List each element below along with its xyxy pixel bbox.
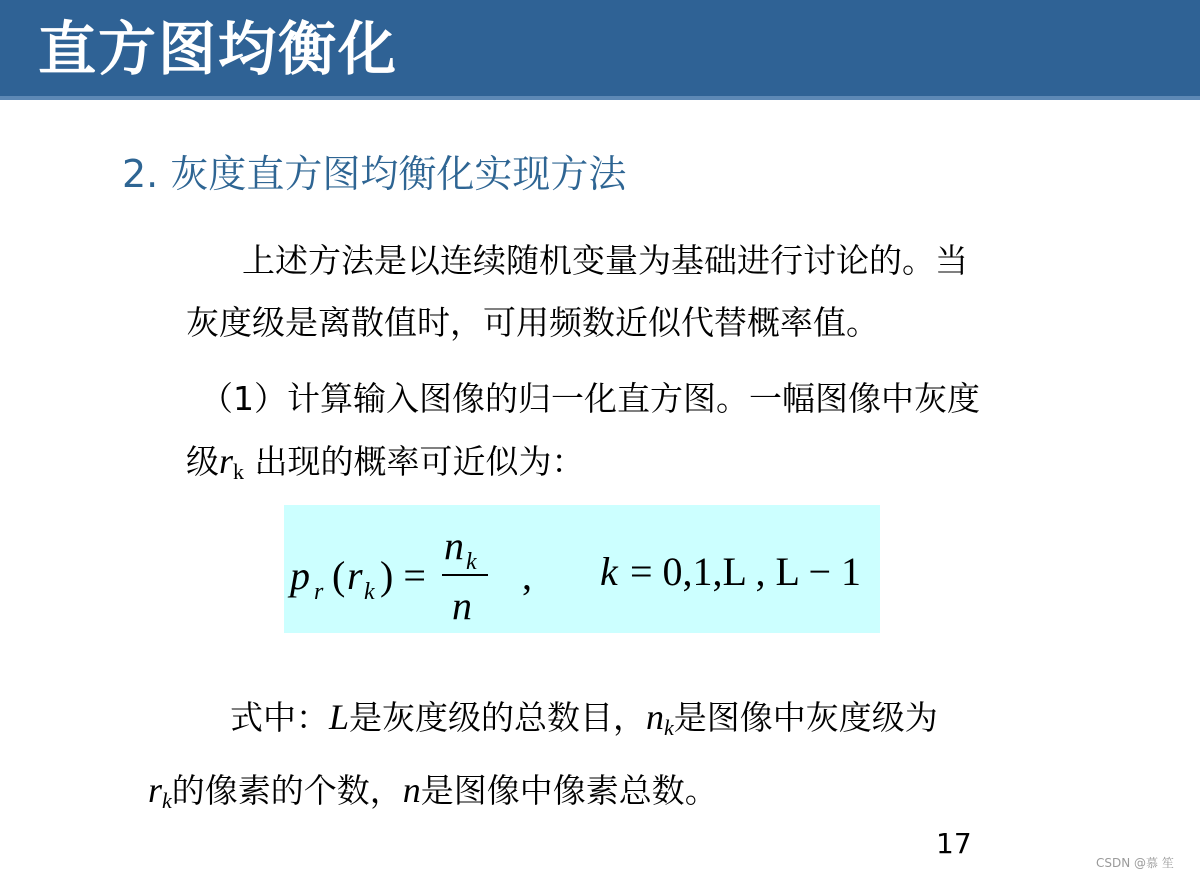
paragraph-legend-line1 bbox=[148, 686, 1108, 759]
var-r-symbol-2: r bbox=[148, 770, 163, 810]
page-number: 17 bbox=[936, 827, 972, 860]
var-r bbox=[219, 441, 245, 484]
legend-text1: 是灰度级的总数目， bbox=[349, 698, 647, 737]
formula-lparen: ( bbox=[332, 553, 346, 598]
paragraph-intro-line2: 灰度级是离散值时，可用频数近似代替概率值。 bbox=[186, 303, 879, 342]
var-n: n bbox=[402, 770, 421, 810]
section-heading: 2. 灰度直方图均衡化实现方法 bbox=[122, 152, 627, 196]
formula-denominator: n bbox=[452, 583, 472, 628]
paragraph-step1 bbox=[186, 368, 1146, 503]
formula-p-sub: r bbox=[314, 579, 324, 605]
var-n-subscript: k bbox=[664, 715, 674, 740]
formula-numerator-sub: k bbox=[466, 549, 477, 575]
slide-title: 直方图均衡化 bbox=[38, 15, 399, 83]
var-r-subscript: k bbox=[233, 459, 245, 484]
text-prefix: 级 bbox=[186, 442, 219, 481]
text-suffix: 出现的概率可近似为： bbox=[244, 442, 585, 481]
paragraph-intro bbox=[186, 230, 1146, 354]
watermark: CSDN @慕 笙 bbox=[1096, 856, 1174, 870]
legend-text3: 的像素的个数， bbox=[171, 771, 403, 810]
title-bar bbox=[0, 0, 1200, 100]
legend-text2: 是图像中灰度级为 bbox=[673, 698, 938, 737]
var-n-symbol: n bbox=[646, 697, 665, 737]
var-r-symbol: r bbox=[219, 441, 234, 481]
formula-rparen-eq: ) = bbox=[380, 553, 426, 598]
paragraph-step1-line2 bbox=[186, 430, 1146, 503]
formula-comma: , bbox=[522, 553, 532, 598]
formula-k: k bbox=[600, 549, 618, 594]
paragraph-intro-line1: 上述方法是以连续随机变量为基础进行讨论的。当 bbox=[242, 241, 968, 280]
var-rk bbox=[148, 770, 172, 813]
paragraph-step1-line1: （1）计算输入图像的归一化直方图。一幅图像中灰度 bbox=[200, 379, 980, 418]
var-r-subscript-2: k bbox=[162, 788, 172, 813]
formula-box bbox=[284, 505, 880, 633]
formula-numerator: n bbox=[444, 523, 464, 568]
formula-p: p bbox=[290, 553, 310, 598]
var-nk bbox=[646, 697, 674, 740]
paragraph-legend bbox=[148, 686, 1108, 832]
formula-svg bbox=[284, 505, 880, 633]
formula-r-sub: k bbox=[364, 579, 375, 605]
legend-text4: 是图像中像素总数。 bbox=[420, 771, 718, 810]
legend-prefix: 式中： bbox=[230, 698, 329, 737]
paragraph-legend-line2 bbox=[148, 759, 1108, 832]
formula-r: r bbox=[347, 553, 363, 598]
var-L: L bbox=[329, 697, 350, 737]
formula-range: = 0,1,L , L − 1 bbox=[630, 549, 862, 594]
